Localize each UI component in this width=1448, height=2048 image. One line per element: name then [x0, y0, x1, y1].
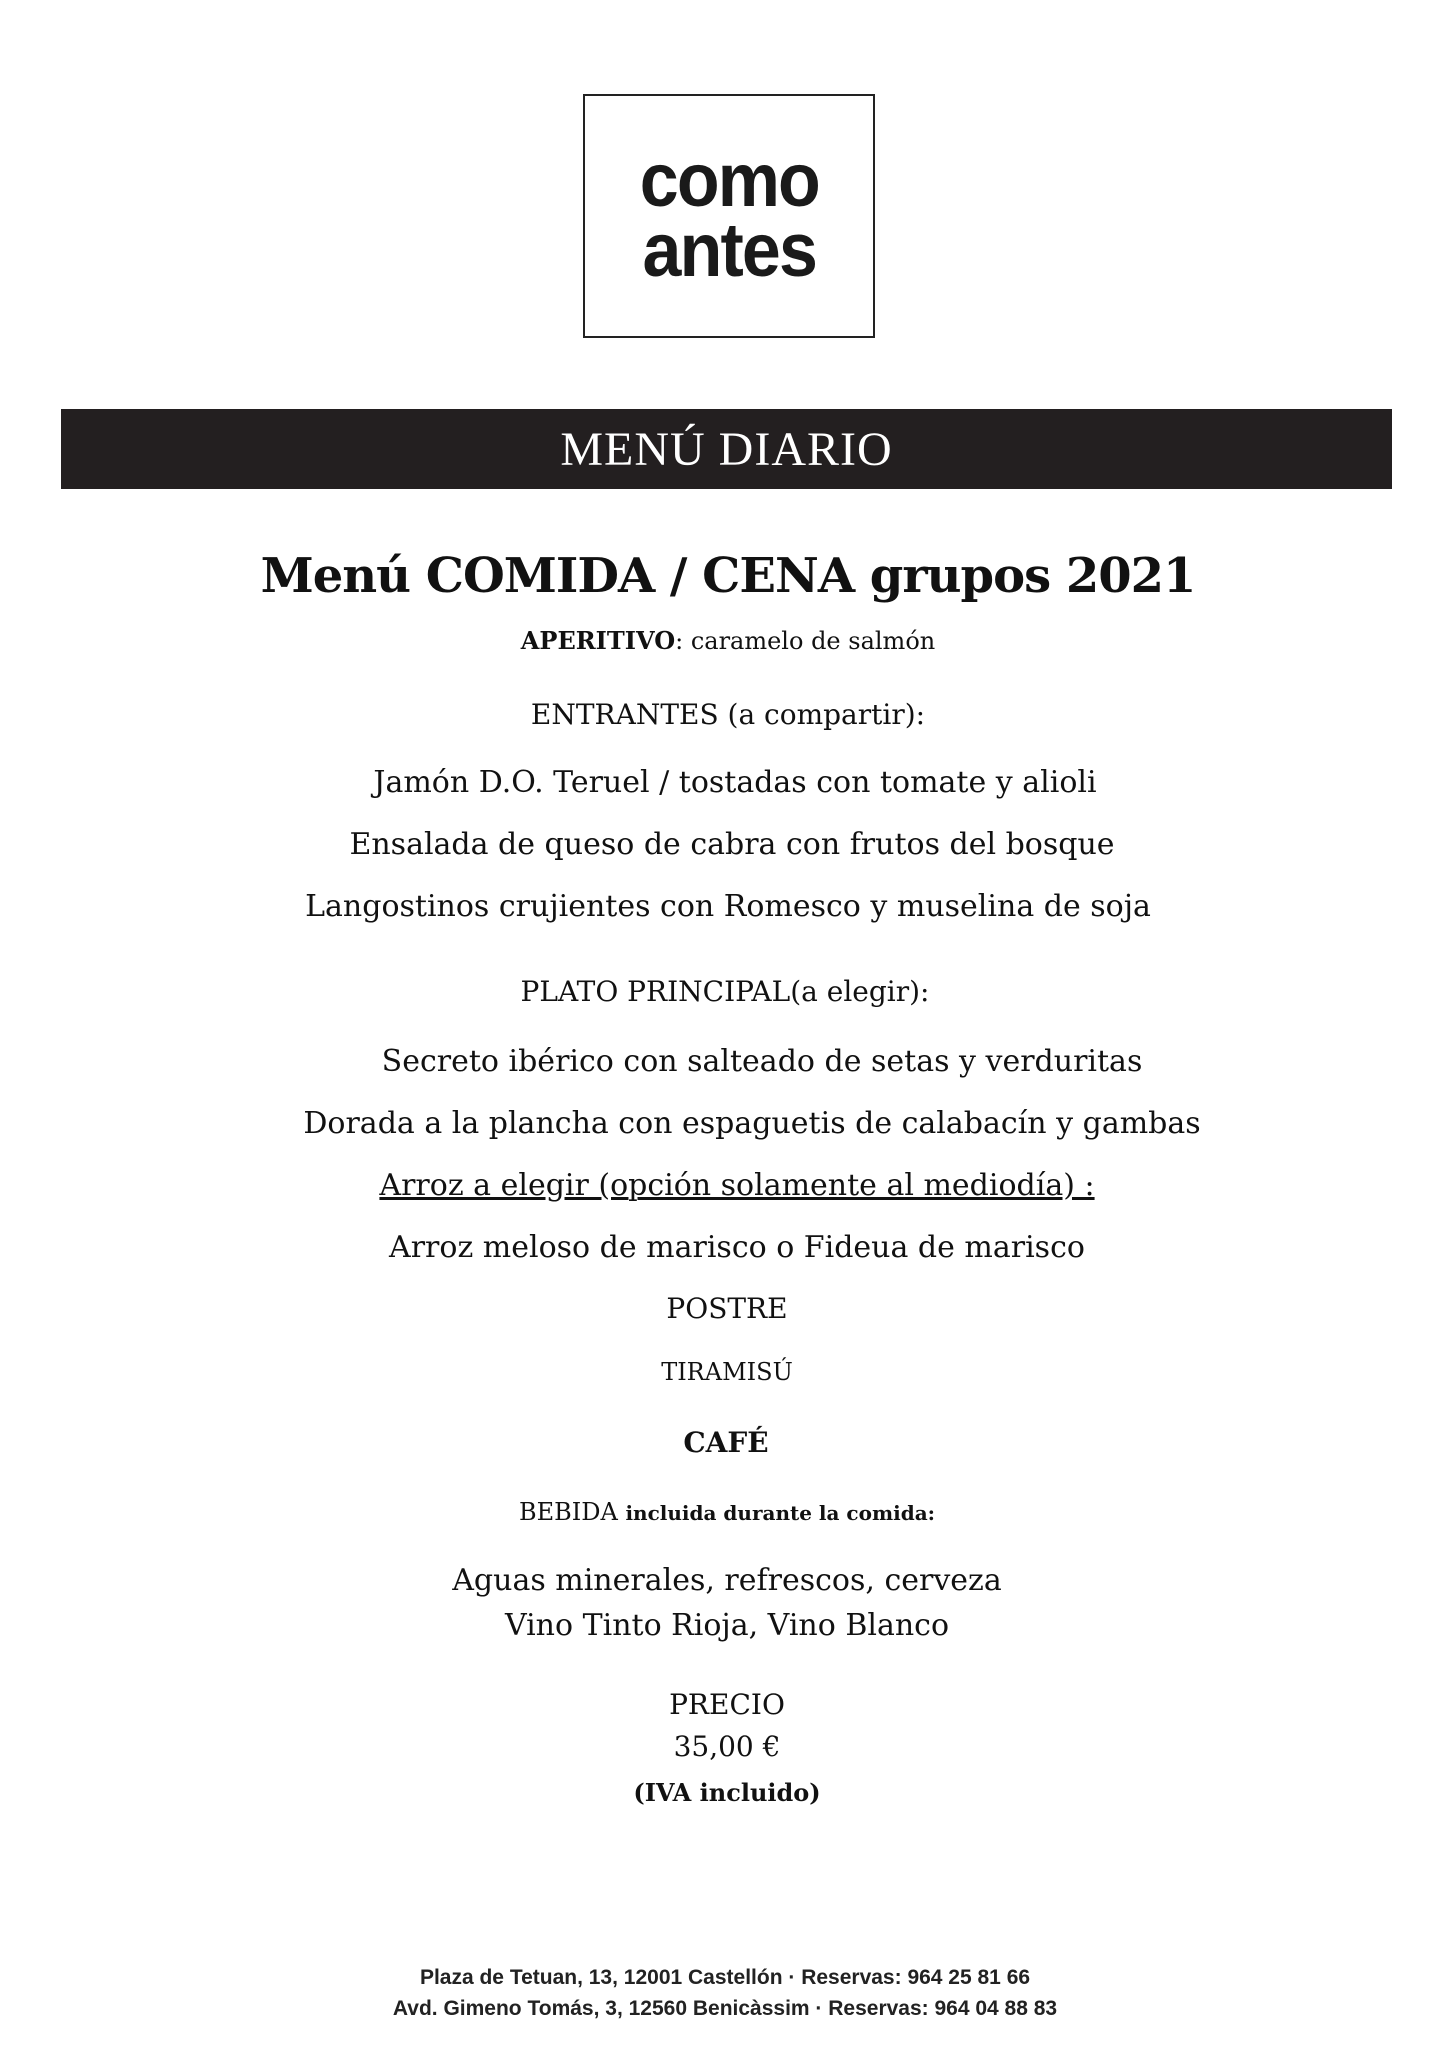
banner-title: MENÚ DIARIO [560, 422, 893, 476]
bebida-label: BEBIDA [518, 1498, 618, 1526]
precio-value: 35,00 € [673, 1730, 781, 1763]
arroz-header: Arroz a elegir (opción solamente al mediodía) : [379, 1168, 1095, 1203]
postre-item: TIRAMISÚ [661, 1358, 793, 1386]
menu-title: Menú COMIDA / CENA grupos 2021 [260, 548, 1196, 604]
aperitivo-line [521, 626, 935, 655]
arroz-item: Arroz meloso de marisco o Fideua de marisco [389, 1230, 1085, 1265]
logo-line-2: antes [642, 208, 816, 293]
bebida-line [519, 1498, 935, 1526]
footer-address-1: Plaza de Tetuan, 13, 12001 Castellón · Reservas: 964 25 81 66 [419, 1966, 1031, 1989]
bebida-item: Aguas minerales, refrescos, cerveza [452, 1563, 1002, 1598]
principal-header: PLATO PRINCIPAL(a elegir): [520, 975, 930, 1008]
cafe-header: CAFÉ [683, 1426, 769, 1459]
aperitivo-label: APERITIVO [520, 626, 676, 655]
bebida-text: incluida durante la comida: [625, 1501, 936, 1525]
menu-banner [61, 409, 1392, 489]
bebida-item: Vino Tinto Rioja, Vino Blanco [504, 1608, 950, 1643]
entrante-item: Langostinos crujientes con Romesco y muselina de soja [305, 889, 1151, 924]
entrantes-header: ENTRANTES (a compartir): [530, 698, 926, 731]
principal-item: Secreto ibérico con salteado de setas y verduritas [381, 1044, 1143, 1079]
postre-header: POSTRE [666, 1292, 788, 1325]
footer-address-2: Avd. Gimeno Tomás, 3, 12560 Benicàssim · Reservas: 964 04 88 83 [392, 1997, 1058, 2020]
logo [583, 94, 875, 338]
entrante-item: Ensalada de queso de cabra con frutos del bosque [349, 827, 1115, 862]
precio-header: PRECIO [669, 1688, 785, 1721]
aperitivo-text: : caramelo de salmón [675, 627, 936, 655]
logo-line-1: como [639, 138, 819, 223]
principal-item: Dorada a la plancha con espaguetis de calabacín y gambas [303, 1106, 1201, 1141]
iva-note: (IVA incluido) [633, 1778, 821, 1807]
entrante-item: Jamón D.O. Teruel / tostadas con tomate y alioli [373, 765, 1097, 800]
